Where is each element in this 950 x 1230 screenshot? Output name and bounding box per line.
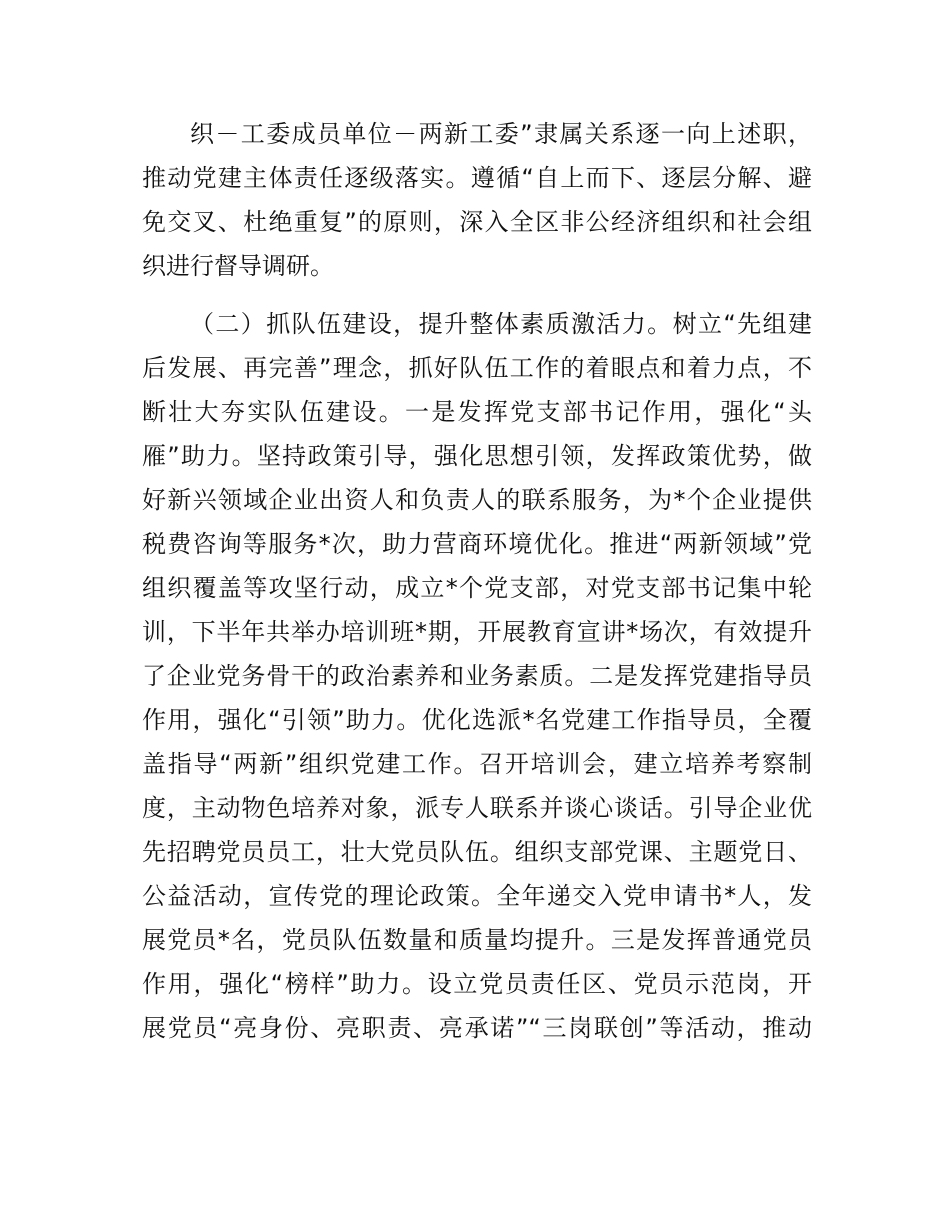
text-line: 好新兴领域企业出资人和负责人的联系服务，为*个企业提供	[142, 486, 812, 514]
text-line: 组织覆盖等攻坚行动，成立*个党支部，对党支部书记集中轮	[142, 574, 812, 602]
text-line: 盖指导“两新”组织党建工作。召开培训会，建立培养考察制	[142, 750, 812, 778]
text-line: 了企业党务骨干的政治素养和业务素质。二是发挥党建指导员	[142, 662, 812, 690]
text-line: 先招聘党员员工，壮大党员队伍。组织支部党课、主题党日、	[142, 838, 812, 866]
text-line: 度，主动物色培养对象，派专人联系并谈心谈话。引导企业优	[142, 794, 812, 822]
text-line: 后发展、再完善”理念，抓好队伍工作的着眼点和着力点，不	[142, 354, 812, 382]
text-line: 断壮大夯实队伍建设。一是发挥党支部书记作用，强化“头	[142, 398, 812, 426]
text-line: 展党员“亮身份、亮职责、亮承诺”“三岗联创”等活动，推动	[142, 1014, 812, 1042]
text-line: 作用，强化“引领”助力。优化选派*名党建工作指导员，全覆	[142, 706, 812, 734]
text-line: 织进行督导调研。	[142, 252, 334, 280]
section-heading-line: （二）抓队伍建设，提升整体素质激活力。树立“先组建	[190, 310, 812, 338]
text-line: 训，下半年共举办培训班*期，开展教育宣讲*场次，有效提升	[142, 618, 812, 646]
text-line: 作用，强化“榜样”助力。设立党员责任区、党员示范岗，开	[142, 970, 812, 998]
text-line: 公益活动，宣传党的理论政策。全年递交入党申请书*人，发	[142, 882, 812, 910]
text-line: 织－工委成员单位－两新工委”隶属关系逐一向上述职，	[190, 120, 812, 148]
text-line: 免交叉、杜绝重复”的原则，深入全区非公经济组织和社会组	[142, 208, 812, 236]
text-line: 展党员*名，党员队伍数量和质量均提升。三是发挥普通党员	[142, 926, 812, 954]
text-line: 推动党建主体责任逐级落实。遵循“自上而下、逐层分解、避	[142, 164, 812, 192]
text-line: 税费咨询等服务*次，助力营商环境优化。推进“两新领域”党	[142, 530, 812, 558]
text-line: 雁”助力。坚持政策引导，强化思想引领，发挥政策优势，做	[142, 442, 812, 470]
